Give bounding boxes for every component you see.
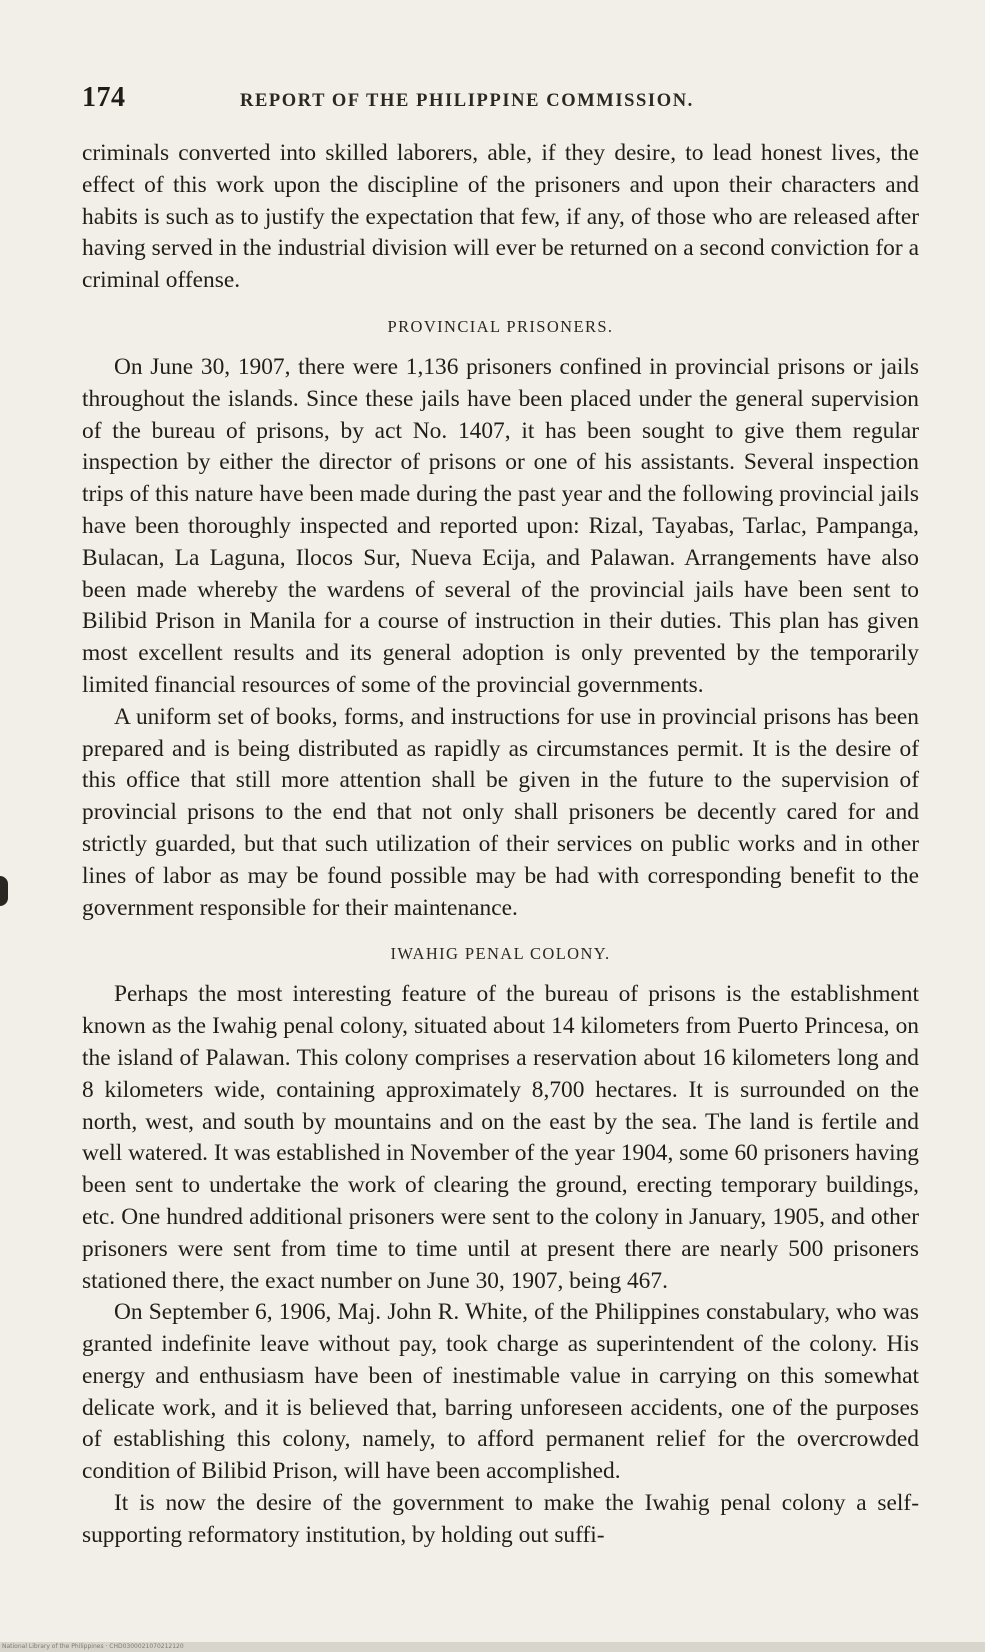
report-title: REPORT OF THE PHILIPPINE COMMISSION. [240,91,694,111]
binding-edge-mark [0,876,8,906]
section-heading-provincial-prisoners: PROVINCIAL PRISONERS. [387,316,614,336]
scan-footer-strip [0,1642,985,1652]
section-heading-iwahig-penal-colony: IWAHIG PENAL COLONY. [390,944,611,964]
paragraph-iwahig-self-supporting: It is now the desire of the government to make the Iwahig penal colony a self-supporting reformatory institution, by holding out suffi- [82,1490,919,1548]
running-head [82,82,919,122]
paragraph-continued-from-previous-page: criminals converted into skilled laborers, able, if they desire, to lead honest lives, the effect of this work upon the discipline of the prisoners and upon their characters and habits is such as to justify the expectation that few, if any, of those who are released after having served in the industrial division will ever be returned on a second conviction for a criminal offense. [82,140,919,294]
paragraph-provincial-prisons-forms: A uniform set of books, forms, and instructions for use in provincial prisons has been prepared and is being distributed as rapidly as circumstances permit. It is the desire of this office that still more attention shall be given in the future to the supervision of provincial prisons to the end that not only shall prisoners be decently cared for and strictly guarded, but that such utilization of their services on public works and in other lines of labor as may be found possible may be had with corresponding benefit to the government responsible for their maintenance. [82,703,919,921]
page-number: 174 [82,82,126,113]
paragraph-iwahig-superintendent: On September 6, 1906, Maj. John R. White, of the Philippines constabulary, who was granted indefinite leave without pay, took charge as superintendent of the colony. His energy and enthusiasm have been of inestimable value in carrying on this somewhat delicate work, and it is believed that, barring unforeseen accidents, one of the purposes of establishing this colony, namely, to afford permanent relief for the overcrowded condition of Bilibid Prison, will have been accomplished. [82,1299,919,1485]
paragraph-provincial-prisons-inspection: On June 30, 1907, there were 1,136 prisoners confined in provincial prisons or jails throughout the islands. Since these jails have been placed under the general supervision of the bureau of prisons, by act No. 1407, it has been sought to give them regular inspection by either the director of prisons or one of his assistants. Several inspection trips of this nature have been made during the past year and the following provincial jails have been thoroughly inspected and reported upon: Rizal, Tayabas, Tarlac, Pampanga, Bulacan, La Laguna, Ilocos Sur, Nueva Ecija, and Palawan. Arrangements have also been made whereby the wardens of several of the provincial jails have been sent to Bilibid Prison in Manila for a course of instruction in their duties. This plan has given most excellent results and its general adoption is only prevented by the temporarily limited financial resources of some of the provincial governments. [82,353,919,698]
paragraph-iwahig-colony-description: Perhaps the most interesting feature of the bureau of prisons is the establishment known as the Iwahig penal colony, situated about 14 kilometers from Puerto Princesa, on the island of Palawan. This colony comprises a reservation about 16 kilometers long and 8 kilometers wide, containing approximately 8,700 hectares. It is surrounded on the north, west, and south by mountains and on the east by the sea. The land is fertile and well watered. It was established in November of the year 1904, some 60 prisoners having been sent to undertake the work of clearing the ground, erecting temporary buildings, etc. One hundred additional prisoners were sent to the colony in January, 1905, and other prisoners were sent from time to time until at present there are nearly 500 prisoners stationed there, the exact number on June 30, 1907, being 467. [82,981,919,1294]
scan-footer-text: National Library of the Philippines · CHD0300021070212120 [2,1643,184,1650]
